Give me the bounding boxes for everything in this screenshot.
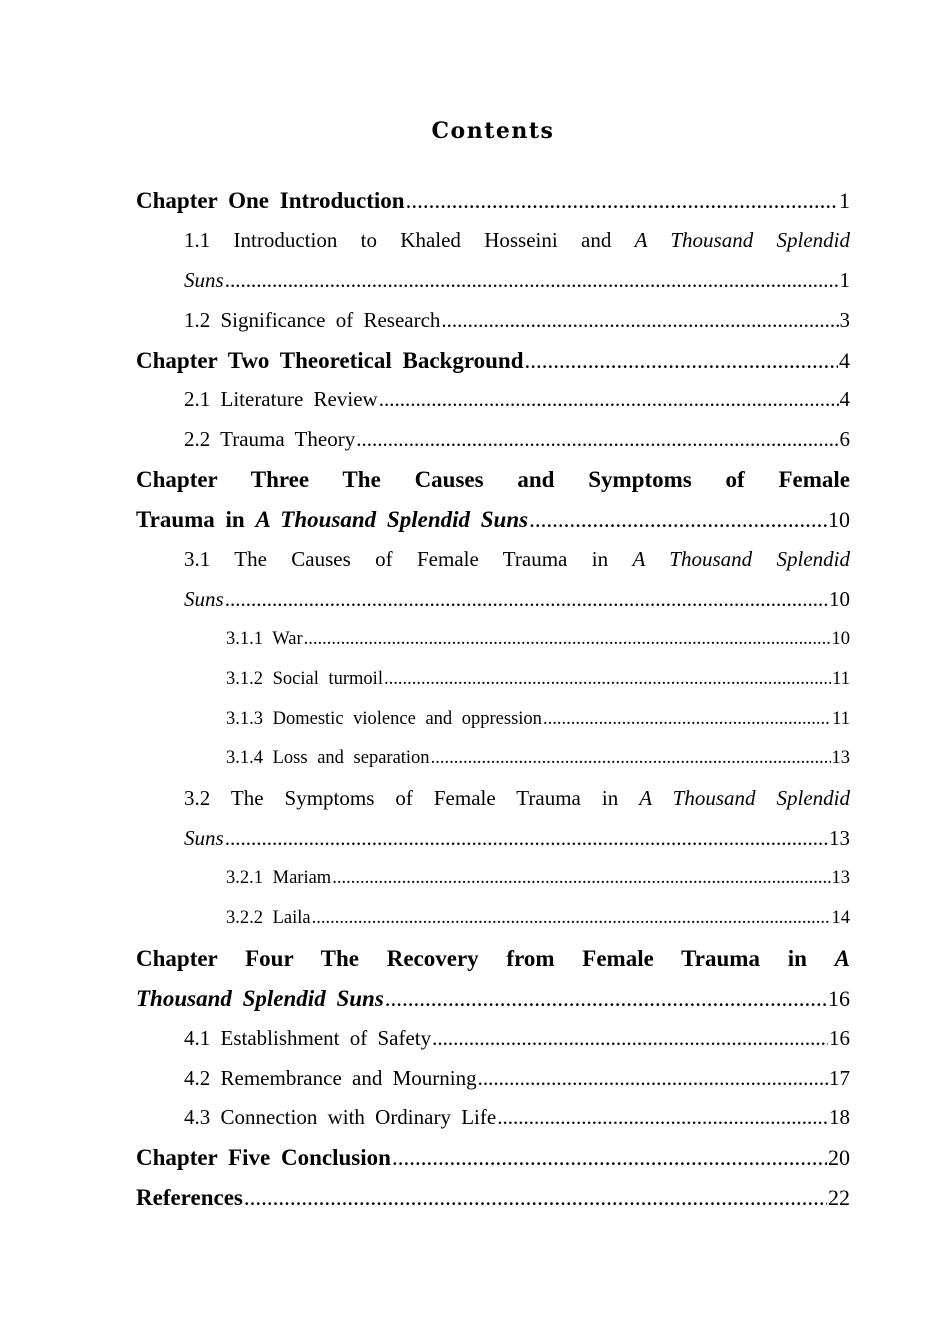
toc-entry-title: Chapter Three The Causes and Symptoms of Female [136, 467, 850, 493]
toc-entry-3-1-4[interactable] [226, 739, 850, 779]
toc-entry-3-2-1[interactable] [226, 859, 850, 899]
table-of-contents [136, 181, 850, 1218]
dot-leader [304, 620, 831, 660]
toc-page-number: 10 [829, 586, 850, 611]
toc-entry-title: 3.2 The Symptoms of Female Trauma in [184, 786, 640, 811]
toc-entry-chapter-five[interactable] [136, 1138, 850, 1178]
toc-page-number: 1 [839, 188, 850, 213]
toc-entry-title: Trauma in [136, 507, 256, 533]
toc-entry-3-1-line2[interactable] [184, 580, 850, 620]
toc-entry-title: 2.2 Trauma Theory [184, 427, 356, 452]
toc-entry-3-2-2[interactable] [226, 899, 850, 939]
toc-page-number: 20 [828, 1145, 850, 1171]
toc-entry-chapter-one[interactable] [136, 181, 850, 221]
toc-page-number: 11 [832, 708, 850, 729]
toc-entry-title: 1.1 Introduction to Khaled Hosseini and [184, 227, 635, 252]
toc-entry-1-1-line2[interactable] [184, 261, 850, 301]
toc-entry-italic-title: Suns [184, 586, 224, 611]
toc-entry-chapter-four-line2[interactable] [136, 979, 850, 1019]
toc-entry-2-1[interactable] [184, 380, 850, 420]
dot-leader [312, 899, 831, 939]
toc-entry-title: 3.1.1 War [226, 628, 303, 649]
toc-entry-4-2[interactable] [184, 1059, 850, 1099]
dot-leader [441, 301, 838, 341]
dot-leader [529, 500, 827, 540]
dot-leader [225, 819, 828, 859]
dot-leader [244, 1178, 827, 1218]
dot-leader [543, 700, 831, 740]
toc-entry-4-1[interactable] [184, 1019, 850, 1059]
toc-entry-3-1-2[interactable] [226, 660, 850, 700]
toc-page-number: 13 [829, 826, 850, 851]
toc-page-number: 4 [839, 387, 850, 412]
toc-entry-title: Chapter Four The Recovery from Female Trauma in [136, 945, 835, 971]
toc-entry-title: 3.1 The Causes of Female Trauma in [184, 547, 633, 572]
toc-entry-chapter-three-line2[interactable] [136, 500, 850, 540]
toc-entry-title: 2.1 Literature Review [184, 387, 378, 412]
toc-page-number: 13 [831, 748, 850, 769]
toc-entry-title: Chapter One Introduction [136, 188, 405, 213]
toc-page-number: 17 [829, 1065, 850, 1090]
toc-entry-italic-title: A Thousand Splendid Suns [255, 507, 529, 533]
toc-entry-title: 3.2.1 Mariam [226, 868, 332, 889]
toc-entry-italic-title: A [834, 945, 850, 971]
toc-entry-italic-title: Suns [184, 826, 224, 851]
toc-entry-2-2[interactable] [184, 420, 850, 460]
toc-entry-title: 4.1 Establishment of Safety [184, 1025, 432, 1050]
toc-page-number: 1 [839, 267, 850, 292]
dot-leader [432, 1019, 828, 1059]
toc-entry-title: References [136, 1185, 243, 1211]
toc-page-number: 22 [828, 1185, 850, 1211]
toc-entry-italic-title: A Thousand Splendid [632, 547, 850, 572]
toc-entry-3-1-3[interactable] [226, 700, 850, 740]
toc-entry-4-3[interactable] [184, 1098, 850, 1138]
toc-entry-3-2-line2[interactable] [184, 819, 850, 859]
toc-entry-3-1-1[interactable] [226, 620, 850, 660]
toc-entry-italic-title: Thousand Splendid Suns [136, 985, 384, 1011]
toc-entry-title: 3.2.2 Laila [226, 908, 311, 929]
toc-entry-chapter-four-line1[interactable] [136, 939, 850, 979]
toc-entry-title: 3.1.4 Loss and separation [226, 748, 430, 769]
toc-entry-title: 1.2 Significance of Research [184, 307, 441, 332]
toc-page-number: 16 [828, 985, 850, 1011]
dot-leader [406, 181, 838, 221]
toc-page-number: 13 [831, 868, 850, 889]
dot-leader [225, 580, 828, 620]
toc-entry-italic-title: A Thousand Splendid [639, 786, 850, 811]
toc-entry-italic-title: A Thousand Splendid [634, 227, 850, 252]
toc-page-number: 6 [839, 427, 850, 452]
toc-page-number: 16 [829, 1025, 850, 1050]
toc-entry-chapter-three-line1[interactable] [136, 460, 850, 500]
toc-page-number: 4 [839, 347, 850, 373]
toc-page-number: 3 [839, 307, 850, 332]
dot-leader [225, 261, 839, 301]
toc-entry-references[interactable] [136, 1178, 850, 1218]
dot-leader [385, 979, 827, 1019]
dot-leader [332, 859, 830, 899]
toc-entry-chapter-two[interactable] [136, 341, 850, 381]
toc-page-number: 11 [832, 668, 850, 689]
page-title: Contents [431, 118, 555, 144]
toc-entry-title: 3.1.2 Social turmoil [226, 668, 383, 689]
dot-leader [379, 380, 839, 420]
toc-entry-title: Chapter Two Theoretical Background [136, 347, 524, 373]
toc-entry-title: Chapter Five Conclusion [136, 1145, 391, 1171]
toc-page-number: 14 [831, 908, 850, 929]
toc-entry-title: 4.3 Connection with Ordinary Life [184, 1105, 497, 1130]
toc-page-number: 10 [828, 507, 850, 533]
toc-entry-3-1-line1[interactable] [184, 540, 850, 580]
toc-page-number: 18 [829, 1105, 850, 1130]
toc-page-number: 10 [831, 628, 850, 649]
toc-entry-1-2[interactable] [184, 301, 850, 341]
dot-leader [431, 739, 831, 779]
dot-leader [356, 420, 838, 460]
toc-entry-3-2-line1[interactable] [184, 779, 850, 819]
toc-entry-title: 3.1.3 Domestic violence and oppression [226, 708, 542, 729]
dot-leader [384, 660, 831, 700]
dot-leader [525, 341, 838, 381]
toc-entry-italic-title: Suns [184, 267, 224, 292]
toc-entry-title: 4.2 Remembrance and Mourning [184, 1065, 477, 1090]
toc-entry-1-1-line1[interactable] [184, 221, 850, 261]
dot-leader [497, 1098, 828, 1138]
dot-leader [478, 1059, 828, 1099]
dot-leader [392, 1138, 827, 1178]
